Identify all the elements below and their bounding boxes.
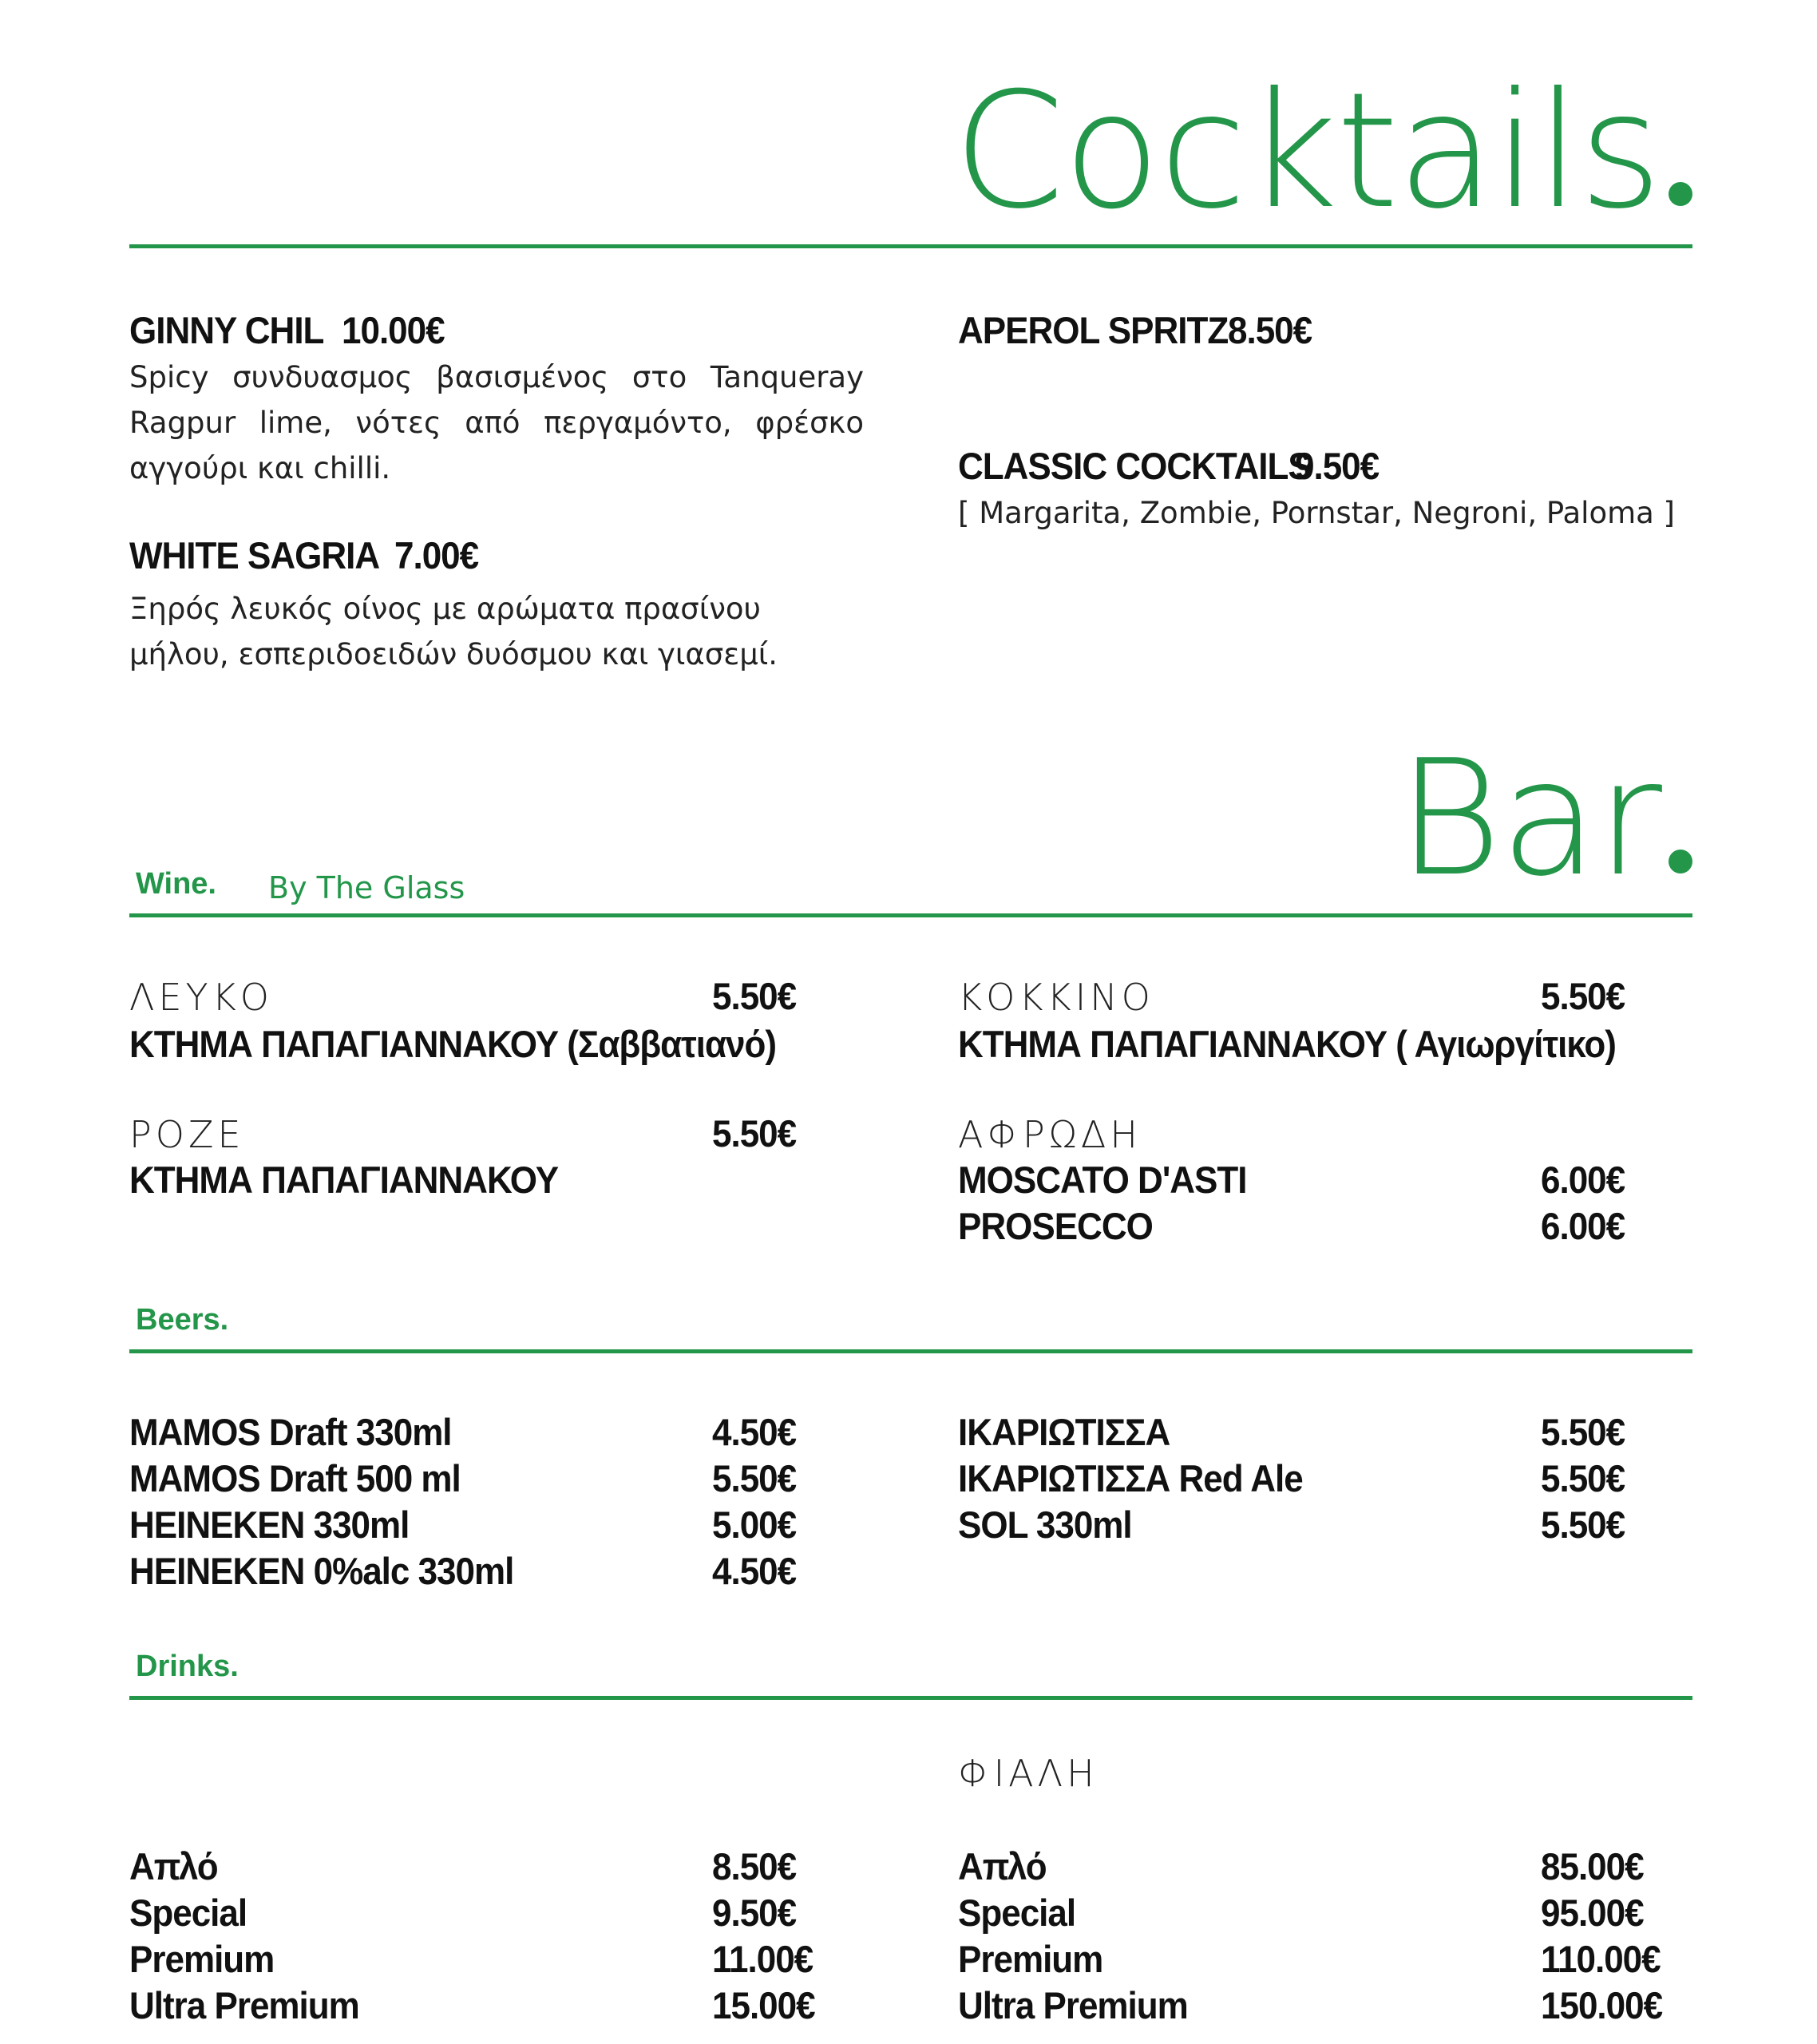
beer-name: MAMOS Draft 500 ml — [129, 1458, 461, 1500]
beers-divider — [129, 1349, 1692, 1353]
wine-divider — [129, 913, 1692, 917]
wine-price: 5.50€ — [1541, 976, 1625, 1018]
beer-price: 5.00€ — [712, 1504, 797, 1547]
drink-name: Premium — [129, 1939, 275, 1981]
cocktails-title-text: Cocktails — [952, 58, 1661, 244]
beer-name: ΙΚΑΡΙΩΤΙΣΣΑ Red Ale — [958, 1458, 1303, 1500]
bottle-label: ΦΙΑΛΗ — [958, 1752, 1099, 1795]
cocktails-divider — [129, 244, 1692, 248]
cocktail-description: Ξηρός λευκός οίνος με αρώματα πρασίνου μήλου, εσπεριδοειδών δυόσμου και γιασεμί. — [129, 592, 778, 671]
drink-name: Ultra Premium — [958, 1985, 1188, 2027]
beer-price: 4.50€ — [712, 1551, 797, 1593]
wine-price: 5.50€ — [712, 1113, 797, 1155]
drinks-section-label: Drinks. — [136, 1650, 239, 1683]
beer-name: HEINEKEN 330ml — [129, 1504, 410, 1547]
wine-name: ΚΤΗΜΑ ΠΑΠΑΓΙΑΝΝΑΚΟΥ ( Αγιωργίτικο) — [958, 1024, 1616, 1066]
wine-name: ΚΤΗΜΑ ΠΑΠΑΓΙΑΝΝΑΚΟΥ (Σαββατιανό) — [129, 1024, 777, 1066]
wine-category-white: ΛΕΥΚΟ — [129, 976, 274, 1019]
cocktail-price: 10.00€ — [342, 310, 445, 352]
wine-name: MOSCATO D'ASTI — [958, 1159, 1247, 1202]
wine-category-sparkling: ΑΦΡΩΔΗ — [958, 1113, 1142, 1156]
drink-name: Απλό — [958, 1846, 1047, 1888]
beer-name: HEINEKEN 0%alc 330ml — [129, 1551, 514, 1593]
drink-price: 95.00€ — [1541, 1892, 1644, 1935]
cocktail-name: CLASSIC COCKTAILS — [958, 446, 1311, 488]
wine-category-red: ΚΟΚΚΙΝΟ — [958, 976, 1154, 1019]
drink-name: Απλό — [129, 1846, 218, 1888]
beers-section-label: Beers. — [136, 1303, 229, 1337]
drink-price: 85.00€ — [1541, 1846, 1644, 1888]
drink-price: 8.50€ — [712, 1846, 797, 1888]
drinks-divider — [129, 1696, 1692, 1700]
wine-name: PROSECCO — [958, 1206, 1153, 1248]
drink-price: 11.00€ — [712, 1939, 813, 1981]
beer-name: MAMOS Draft 330ml — [129, 1412, 452, 1454]
cocktail-name: GINNY CHIL — [129, 310, 324, 352]
beer-name: SOL 330ml — [958, 1504, 1132, 1547]
beer-name: ΙΚΑΡΙΩΤΙΣΣΑ — [958, 1412, 1170, 1454]
drink-price: 9.50€ — [712, 1892, 797, 1935]
drink-price: 150.00€ — [1541, 1985, 1663, 2027]
beer-price: 5.50€ — [1541, 1504, 1625, 1547]
wine-price: 5.50€ — [712, 976, 797, 1018]
cocktail-name: WHITE SAGRIA — [129, 535, 380, 577]
cocktail-description: Spicy συνδυασμος βασισμένος στο Tanqueray Ragpur lime, νότες από περγαμόντο, φρέσκο αγγούρι και chilli. — [129, 360, 864, 485]
drink-price: 110.00€ — [1541, 1939, 1661, 1981]
beer-price: 5.50€ — [1541, 1458, 1625, 1500]
beer-price: 5.50€ — [712, 1458, 797, 1500]
wine-name: ΚΤΗΜΑ ΠΑΠΑΓΙΑΝΝΑΚΟΥ — [129, 1159, 559, 1202]
wine-section-label: Wine. — [136, 867, 216, 901]
drink-name: Special — [129, 1892, 247, 1935]
wine-price: 6.00€ — [1541, 1206, 1625, 1248]
beer-price: 5.50€ — [1541, 1412, 1625, 1454]
cocktail-price: 9.50€ — [1295, 446, 1380, 488]
cocktail-description: [ Margarita, Zombie, Pornstar, Negroni, Paloma ] — [958, 496, 1675, 530]
drink-name: Special — [958, 1892, 1076, 1935]
wine-category-rose: ΡΟΖΕ — [129, 1113, 245, 1156]
cocktail-name: APEROL SPRITZ — [958, 310, 1229, 352]
wine-sublabel: By The Glass — [268, 870, 465, 905]
bar-title — [1397, 726, 1692, 912]
bar-title-text: Bar — [1397, 726, 1661, 912]
title-dot — [1669, 182, 1692, 206]
cocktail-price: 7.00€ — [394, 535, 479, 577]
drink-name: Ultra Premium — [129, 1985, 359, 2027]
drink-price: 15.00€ — [712, 1985, 815, 2027]
beer-price: 4.50€ — [712, 1412, 797, 1454]
wine-price: 6.00€ — [1541, 1159, 1625, 1202]
cocktail-price: 8.50€ — [1228, 310, 1312, 352]
drink-name: Premium — [958, 1939, 1103, 1981]
cocktails-title — [952, 58, 1692, 244]
title-dot — [1669, 850, 1692, 873]
